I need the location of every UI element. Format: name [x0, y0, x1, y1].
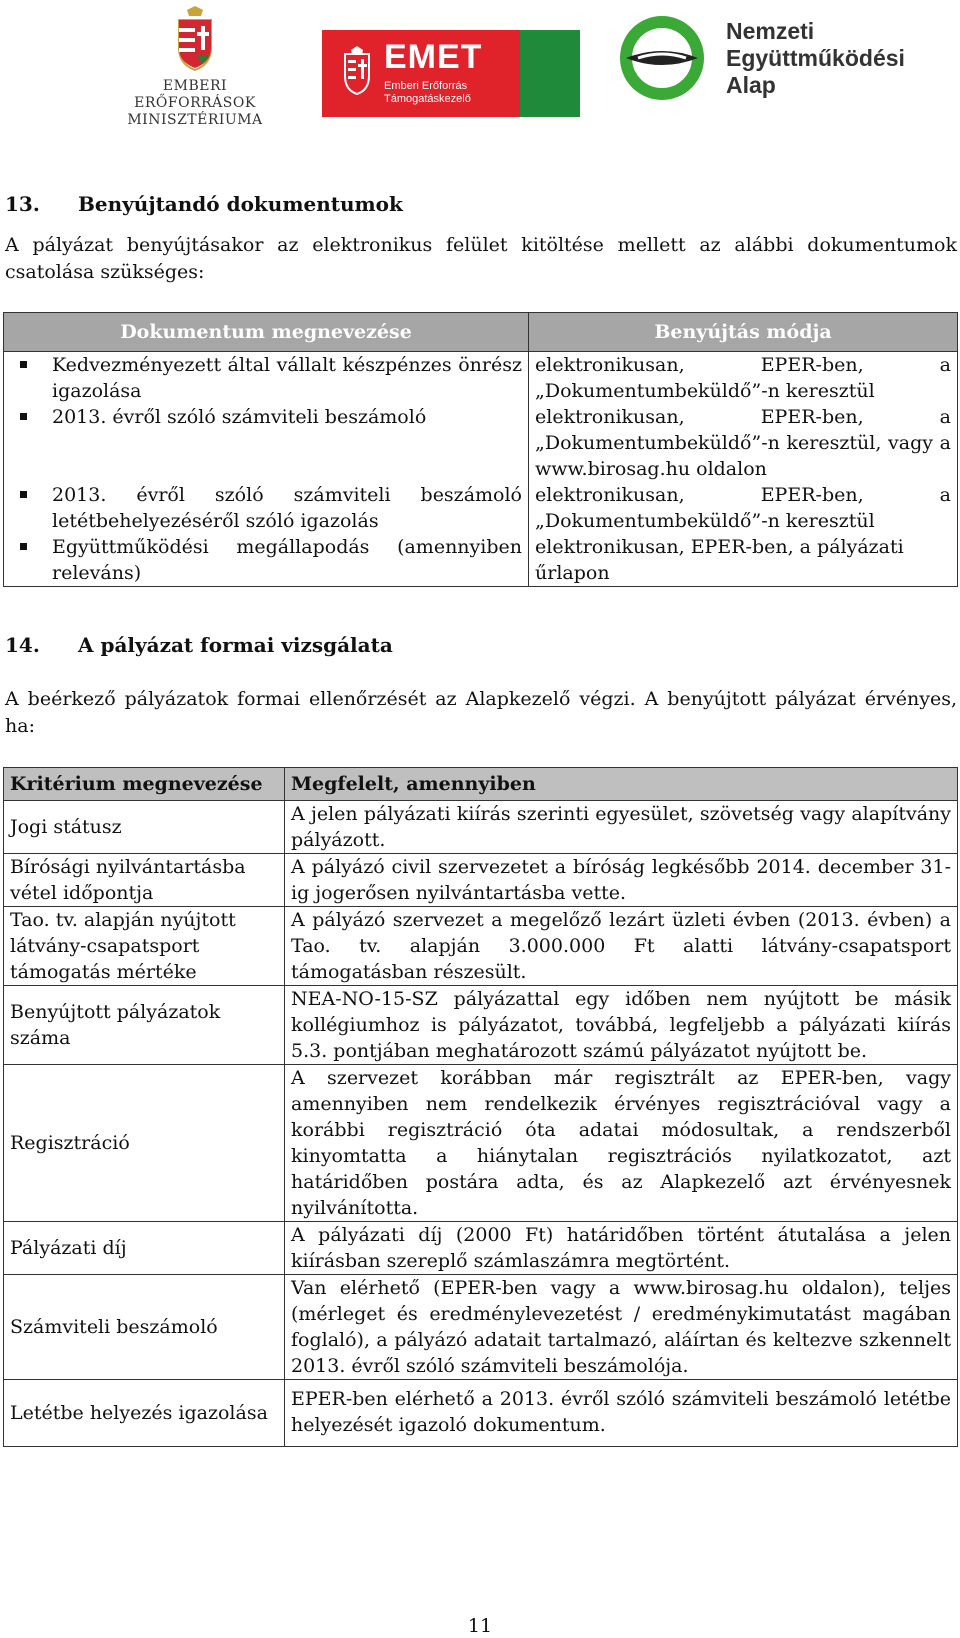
nea-ring-icon — [618, 14, 706, 102]
document-name: 2013. évről szóló számviteli beszámoló letétbehelyezéséről szóló igazolás — [10, 482, 522, 534]
emmi-name-line2: MINISZTÉRIUMA — [127, 112, 263, 128]
emmi-logo — [110, 6, 280, 128]
section-14-number: 14. — [5, 633, 40, 657]
table-row — [4, 1065, 958, 1222]
criterion-name: Letétbe helyezés igazolása — [4, 1380, 285, 1447]
nea-name-line1: Nemzeti — [726, 18, 815, 44]
section-13-title: Benyújtandó dokumentumok — [78, 192, 403, 216]
column-header-document: Dokumentum megnevezése — [4, 313, 529, 352]
section-14-heading — [5, 633, 393, 657]
section-14-intro: A beérkező pályázatok formai ellenőrzését az Alapkezelő végzi. A benyújtott pályázat érvényes, ha: — [5, 688, 957, 737]
nea-name-line2: Együttműködési — [726, 45, 905, 71]
criterion-name: Regisztráció — [4, 1065, 285, 1222]
table-row — [4, 352, 958, 405]
table-header-row — [4, 313, 958, 352]
column-header-method: Benyújtás módja — [529, 313, 958, 352]
table-row — [4, 801, 958, 854]
criterion-name: Bírósági nyilvántartásba vétel időpontja — [4, 854, 285, 907]
documents-table — [3, 312, 958, 587]
criterion-condition: A jelen pályázati kiírás szerinti egyesület, szövetség vagy alapítvány pályázott. — [285, 801, 958, 854]
table-row — [4, 854, 958, 907]
document-name: Együttműködési megállapodás (amennyiben releváns) — [10, 534, 522, 586]
emet-subtitle-line2: Támogatáskezelő — [384, 93, 471, 105]
emet-green-band — [520, 30, 580, 117]
coat-of-arms-icon — [175, 6, 215, 72]
criterion-condition: A pályázó civil szervezetet a bíróság legkésőbb 2014. december 31-ig jogerősen nyilvántartásba vette. — [285, 854, 958, 907]
nea-logo — [618, 12, 938, 102]
coat-of-arms-icon — [342, 44, 372, 96]
submission-method: elektronikusan, EPER-ben, a „Dokumentumbeküldő”-n keresztül, vagy a www.birosag.hu oldalon — [529, 404, 958, 482]
table-row — [4, 1222, 958, 1275]
document-name: 2013. évről szóló számviteli beszámoló — [10, 404, 522, 430]
emmi-name-line1: EMBERI ERŐFORRÁSOK — [134, 78, 256, 111]
column-header-condition: Megfelelt, amennyiben — [285, 768, 958, 801]
criterion-name: Pályázati díj — [4, 1222, 285, 1275]
criterion-condition: Van elérhető (EPER-ben vagy a www.birosag.hu oldalon), teljes (mérleget és eredménylevezetést / eredménykimutatást magában foglaló), a pályázó adatait tartalmazó, aláírtan és keltezve szkennelt 2013. évről szóló számviteli beszámolója. — [285, 1275, 958, 1380]
table-row — [4, 1275, 958, 1380]
table-row — [4, 907, 958, 986]
emet-logo — [322, 30, 580, 117]
emet-title: EMET — [384, 38, 483, 76]
nea-name-line3: Alap — [726, 72, 776, 98]
criterion-condition: A pályázati díj (2000 Ft) határidőben történt átutalása a jelen kiírásban szereplő számlaszámra megtörtént. — [285, 1222, 958, 1275]
criterion-name: Számviteli beszámoló — [4, 1275, 285, 1380]
criterion-condition: EPER-ben elérhető a 2013. évről szóló számviteli beszámoló letétbe helyezését igazoló dokumentum. — [285, 1380, 958, 1447]
table-row — [4, 1380, 958, 1447]
table-row — [4, 482, 958, 534]
section-14-title: A pályázat formai vizsgálata — [78, 633, 393, 657]
table-row — [4, 534, 958, 587]
page-number: 11 — [467, 1615, 493, 1637]
section-13-number: 13. — [5, 192, 40, 216]
criterion-condition: A szervezet korábban már regisztrált az EPER-ben, vagy amennyiben nem rendelkezik érvényes regisztrációval vagy a korábbi regisztráció óta adatai módosultak, a rendszerből kinyomtatta a hiánytalan regisztrációs nyilatkozatot, azt határidőben postára adta, és az Alapkezelő azt érvényesnek nyilvánította. — [285, 1065, 958, 1222]
criterion-name: Benyújtott pályázatok száma — [4, 986, 285, 1065]
submission-method: elektronikusan, EPER-ben, a „Dokumentumbeküldő”-n keresztül — [529, 352, 958, 405]
submission-method: elektronikusan, EPER-ben, a pályázati űrlapon — [529, 534, 958, 587]
section-13-intro: A pályázat benyújtásakor az elektronikus felület kitöltése mellett az alábbi dokumentumok csatolása szükséges: — [5, 234, 957, 283]
emet-subtitle-line1: Emberi Erőforrás — [384, 80, 468, 92]
table-row — [4, 404, 958, 482]
header-logos — [0, 0, 960, 130]
submission-method: elektronikusan, EPER-ben, a „Dokumentumbeküldő”-n keresztül — [529, 482, 958, 534]
criterion-name: Jogi státusz — [4, 801, 285, 854]
criteria-table — [3, 767, 958, 1447]
criterion-condition: NEA-NO-15-SZ pályázattal egy időben nem nyújtott be másik kollégiumhoz is pályázatot, továbbá, legfeljebb a pályázati kiírás 5.3. pontjában meghatározott számú pályázatot nyújtott be. — [285, 986, 958, 1065]
column-header-criterion: Kritérium megnevezése — [4, 768, 285, 801]
table-header-row — [4, 768, 958, 801]
document-name: Kedvezményezett által vállalt készpénzes önrész igazolása — [10, 352, 522, 404]
table-row — [4, 986, 958, 1065]
criterion-condition: A pályázó szervezet a megelőző lezárt üzleti évben (2013. évben) a Tao. tv. alapján 3.000.000 Ft alatti látvány-csapatsport támogatásban részesült. — [285, 907, 958, 986]
criterion-name: Tao. tv. alapján nyújtott látvány-csapatsport támogatás mértéke — [4, 907, 285, 986]
section-13-heading — [5, 192, 403, 216]
